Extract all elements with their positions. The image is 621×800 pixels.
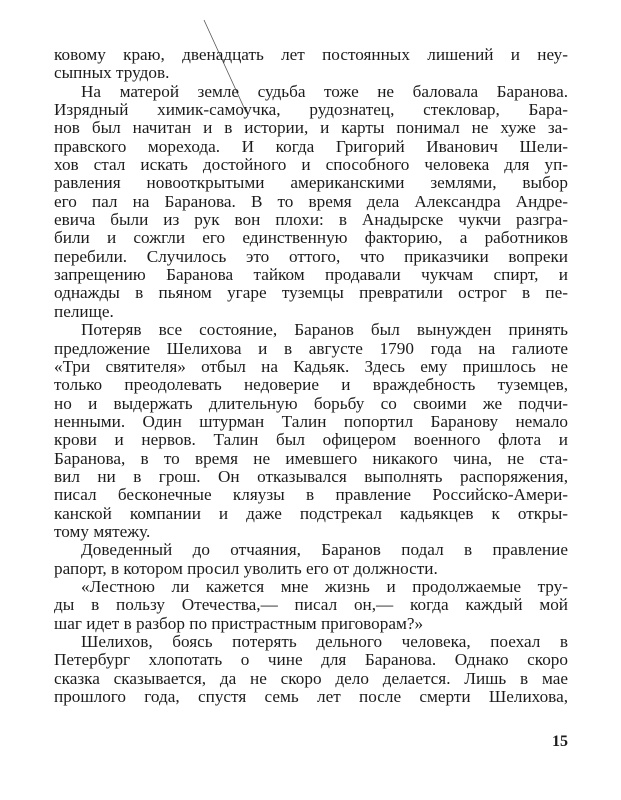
text-line: хов стал искать достойного и способного человека для уп- <box>54 155 568 175</box>
text-line: правского морехода. И когда Григорий Иванович Шели- <box>54 136 568 156</box>
text-line: Доведенный до отчаяния, Баранов подал в правление <box>81 540 568 560</box>
text-line: тому мятежу. <box>54 521 151 541</box>
page-body-text <box>54 46 568 706</box>
text-line: но и выдержать длительную борьбу со своими же подчи- <box>54 393 568 413</box>
text-line: били и сожгли его единственную факторию, а работников <box>54 228 568 248</box>
text-line: евича были из рук вон плохи: в Анадырске чукчи разгра- <box>54 210 568 230</box>
text-line: ненными. Один штурман Талин попортил Баранову немало <box>54 411 568 431</box>
text-line: Изрядный химик-самоучка, рудознатец, стекловар, Бара- <box>54 100 568 120</box>
text-line: канской компании и даже подстрекал кадьякцев к откры- <box>54 503 568 523</box>
text-line: только преодолевать недоверие и враждебность туземцев, <box>54 375 568 395</box>
text-line: вил ни в грош. Он отказывался выполнять распоряжения, <box>54 466 568 486</box>
text-line: нов был начитан и в истории, и карты понимал не хуже за- <box>54 118 568 138</box>
text-line: «Три святителя» отбыл на Кадьяк. Здесь ему пришлось не <box>54 356 568 376</box>
text-line: писал бесконечные кляузы в правление Российско-Амери- <box>54 485 568 505</box>
text-line: крови и нервов. Талин был офицером военного флота и <box>54 430 568 450</box>
paragraph <box>54 83 568 321</box>
text-line: сыпных трудов. <box>54 63 170 83</box>
page-number: 15 <box>552 733 568 750</box>
paragraph <box>54 578 568 633</box>
text-line: однажды в пьяном угаре туземцы превратили острог в пе- <box>54 283 568 303</box>
text-line: пелище. <box>54 301 114 321</box>
paragraph <box>54 633 568 706</box>
text-line: Петербург хлопотать о чине для Баранова. Однако скоро <box>54 650 568 670</box>
text-line: ковому краю, двенадцать лет постоянных лишений и неу- <box>54 45 568 64</box>
text-line: его пал на Баранова. В то время дела Александра Андре- <box>54 191 568 211</box>
paragraph <box>54 541 568 578</box>
text-line: «Лестною ли кажется мне жизнь и продолжаемые тру- <box>81 576 568 596</box>
paragraph <box>54 321 568 541</box>
text-line: Шелихов, боясь потерять дельного человека, поехал в <box>81 632 568 651</box>
text-line: шаг идет в разбор по пристрастным приговорам?» <box>54 613 424 633</box>
paragraph <box>54 46 568 83</box>
text-line: запрещению Баранова тайком продавали чукчам спирт, и <box>54 265 568 285</box>
text-line: рапорт, в котором просил уволить его от должности. <box>54 558 438 578</box>
text-line: Баранова, в то время не имевшего никакого чина, не ста- <box>54 448 568 468</box>
text-line: прошлого года, спустя семь лет после смерти Шелихова, <box>54 687 568 707</box>
text-line: равления новооткрытыми американскими землями, выбор <box>54 173 568 193</box>
text-line: перебили. Случилось это оттого, что приказчики вопреки <box>54 246 568 266</box>
text-line: предложение Шелихова и в августе 1790 года на галиоте <box>54 338 568 358</box>
text-line: Потеряв все состояние, Баранов был вынужден принять <box>81 320 568 340</box>
text-line: На матерой земле судьба тоже не баловала Баранова. <box>81 81 568 101</box>
text-line: ды в пользу Отечества,— писал он,— когда каждый мой <box>54 595 568 615</box>
text-line: сказка сказывается, да не скоро дело делается. Лишь в мае <box>54 668 568 688</box>
